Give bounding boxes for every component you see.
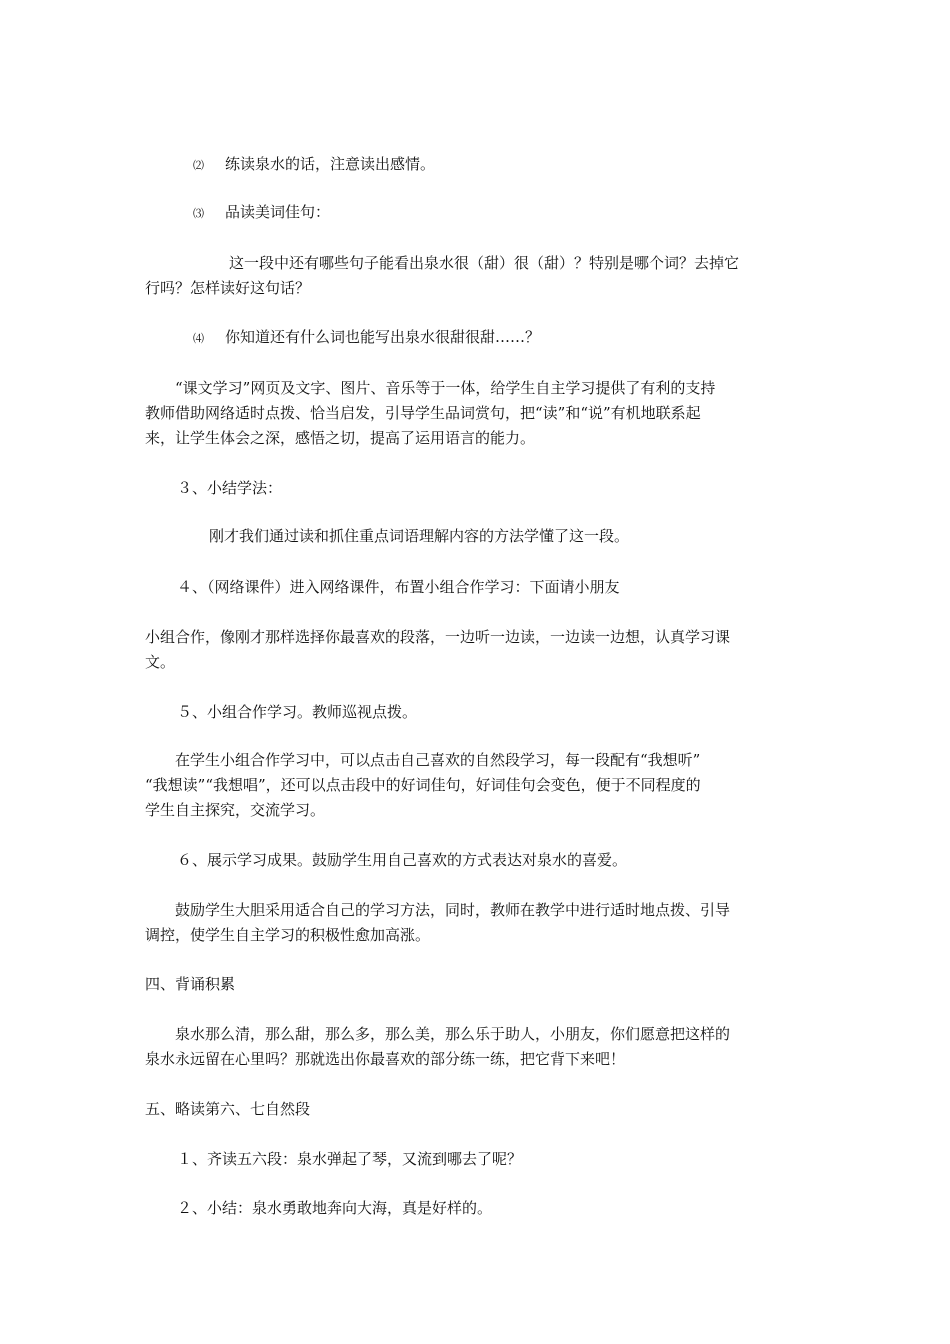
paragraph-line: 来，让学生体会之深，感悟之切，提高了运用语言的能力。 [145,429,536,447]
paragraph-group-cooperation [145,625,809,675]
paragraph-text: 你知道还有什么词也能写出泉水很甜很甜……？ [225,328,541,346]
paragraph-text: 练读泉水的话，注意读出感情。 [225,155,436,173]
paragraph-summary-method: ３、小结学法： [177,479,283,497]
paragraph-line: 泉水永远留在心里吗？那就选出你最喜欢的部分练一练，把它背下来吧！ [145,1050,626,1068]
paragraph-other-words [193,325,857,351]
paragraph-line: 在学生小组合作学习中，可以点击自己喜欢的自然段学习，每一段配有“我想听” [175,751,701,769]
paragraph-line: 这一段中还有哪些句子能看出泉水很（甜）很（甜）？特别是哪个词？去掉它 [229,254,740,272]
paragraph-line: 教师借助网络适时点拨、恰当启发，引导学生品词赏句，把“读”和“说”有机地联系起 [145,404,701,422]
paragraph-line: 调控，使学生自主学习的积极性愈加高涨。 [145,926,431,944]
paragraph-line: 泉水那么清，那么甜，那么多，那么美，那么乐于助人，小朋友，你们愿意把这样的 [175,1025,731,1043]
paragraph-read-together: １、齐读五六段：泉水弹起了琴，又流到哪去了呢？ [177,1150,523,1168]
paragraph-self-study-features [145,748,809,823]
paragraph-summary-sea: ２、小结：泉水勇敢地奔向大海，真是好样的。 [177,1199,493,1217]
paragraph-line: 鼓励学生大胆采用适合自己的学习方法，同时，教师在教学中进行适时地点拨、引导 [175,901,731,919]
item-number: ⑷ [193,332,204,345]
paragraph-group-study: ５、小组合作学习。教师巡视点拨。 [177,703,418,721]
paragraph-encourage-students [145,898,809,948]
paragraph-line: 学生自主探究，交流学习。 [145,801,326,819]
paragraph-line: 小组合作，像刚才那样选择你最喜欢的段落，一边听一边读，一边读一边想，认真学习课 [145,628,731,646]
paragraph-line: 行吗？怎样读好这句话？ [145,279,311,297]
item-number: ⑵ [193,159,204,172]
section-heading-recite: 四、背诵积累 [145,975,236,993]
paragraph-practice-reading [193,152,857,178]
paragraph-text: 品读美词佳句： [225,203,331,221]
section-heading-skim-reading: 五、略读第六、七自然段 [145,1100,311,1118]
paragraph-network-courseware: ４、（网络课件）进入网络课件，布置小组合作学习：下面请小朋友 [177,578,620,596]
paragraph-method-learned: 刚才我们通过读和抓住重点词语理解内容的方法学懂了这一段。 [209,527,630,545]
item-number: ⑶ [193,207,204,220]
paragraph-question-sentences [145,251,809,301]
paragraph-line: 文。 [145,653,176,671]
paragraph-show-results: ６、展示学习成果。鼓励学生用自己喜欢的方式表达对泉水的喜爱。 [177,851,628,869]
paragraph-line: “课文学习”网页及文字、图片、音乐等于一体，给学生自主学习提供了有利的支持 [175,379,716,397]
paragraph-lesson-webpage [145,376,809,451]
paragraph-line: “我想读”“我想唱”，还可以点击段中的好词佳句，好词佳句会变色，便于不同程度的 [145,776,701,794]
paragraph-spring-water [145,1022,809,1072]
paragraph-appreciate-words [193,200,857,226]
